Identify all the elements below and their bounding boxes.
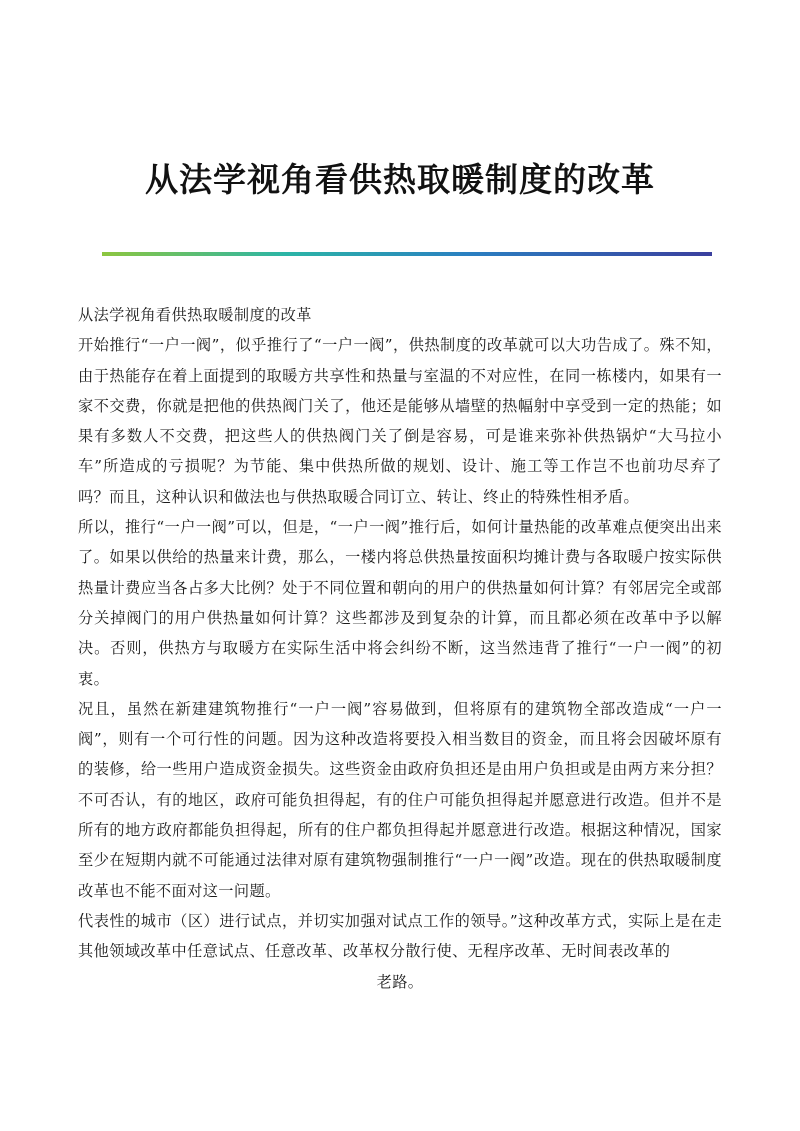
- document-title: 从法学视角看供热取暖制度的改革: [145, 160, 655, 199]
- title-divider: [102, 252, 712, 256]
- paragraph: 代表性的城市（区）进行试点，并切实加强对试点工作的领导。”这种改革方式，实际上是在走其他领域改革中任意试点、任意改革、改革权分散行使、无程序改革、无时间表改革的: [78, 911, 722, 961]
- paragraph: 所以，推行“一户一阀”可以，但是，“一户一阀”推行后，如何计量热能的改革难点便突出出来了。如果以供给的热量来计费，那么，一楼内将总供热量按面积均摊计费与各取暖户按实际供热量计费应当各占多大比例？处于不同位置和朝向的用户的供热量如何计算？有邻居完全或部分关掉阀门的用户供热量如何计算？这些都涉及到复杂的计算，而且都必须在改革中予以解决。否则，供热方与取暖方在实际生活中将会纠纷不断，这当然违背了推行“一户一阀”的初衷。: [78, 518, 722, 688]
- paragraph-ending: 老路。: [376, 972, 424, 991]
- paragraph: 开始推行“一户一阀”，似乎推行了“一户一阀”，供热制度的改革就可以大功告成了。殊不知，由于热能存在着上面提到的取暖方共享性和热量与室温的不对应性，在同一栋楼内，如果有一家不交费，你就是把他的供热阀门关了，他还是能够从墙壁的热幅射中享受到一定的热能；如果有多数人不交费，把这些人的供热阀门关了倒是容易，可是谁来弥补供热锅炉“大马拉小车”所造成的亏损呢？为节能、集中供热所做的规划、设计、施工等工作岂不也前功尽弃了吗？而且，这种认识和做法也与供热取暖合同订立、转让、终止的特殊性相矛盾。: [78, 336, 722, 506]
- paragraph: 况且，虽然在新建建筑物推行“一户一阀”容易做到，但将原有的建筑物全部改造成“一户一阀”，则有一个可行性的问题。因为这种改造将要投入相当数目的资金，而且将会因破坏原有的装修，给一些用户造成资金损失。这些资金由政府负担还是由用户负担或是由两方来分担？不可否认，有的地区，政府可能负担得起，有的住户可能负担得起并愿意进行改造。但并不是所有的地方政府都能负担得起，所有的住户都负担得起并愿意进行改造。根据这种情况，国家至少在短期内就不可能通过法律对原有建筑物强制推行“一户一阀”改造。现在的供热取暖制度改革也不能不面对这一问题。: [78, 699, 722, 900]
- document-body: [78, 300, 722, 997]
- paragraph-heading: 从法学视角看供热取暖制度的改革: [78, 306, 312, 324]
